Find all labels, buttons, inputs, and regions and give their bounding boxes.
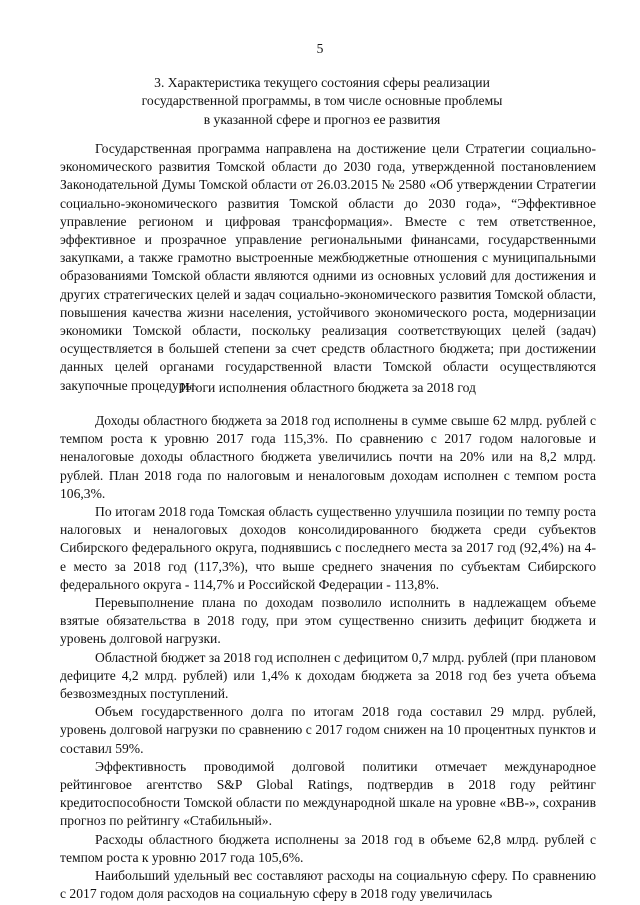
section-heading-line: 3. Характеристика текущего состояния сферы реализации	[154, 75, 490, 90]
budget-paragraph: Наибольший удельный вес составляют расходы на социальную сферу. По сравнению с 2017 годом доля расходов на социальную сферу в 2018 году увеличилась	[60, 868, 596, 902]
section-heading-line: в указанной сфере и прогноз ее развития	[203, 111, 441, 127]
budget-paragraph: По итогам 2018 года Томская область существенно улучшила позиции по темпу роста налоговых и неналоговых доходов консолидированного бюджета среди субъектов Сибирского федерального округа, поднявшись с последнего места за 2017 год (92,4%) на 4-е место за 2018 год (117,3%), что выше среднего значения по субъектам Сибирского федерального округа - 114,7% и Российской Федерации - 113,8%.	[60, 504, 596, 592]
budget-paragraph: Эффективность проводимой долговой политики отмечает международное рейтинговое агентство S&P Global Ratings, подтвердив в 2018 году рейтинг кредитоспособности Томской области по международной шкале на уровне «BB-», сохранив прогноз по рейтингу «Стабильный».	[60, 758, 596, 829]
budget-paragraphs	[60, 412, 596, 903]
section-heading-line: государственной программы, в том числе основные проблемы	[141, 93, 503, 109]
budget-paragraph: Областной бюджет за 2018 год исполнен с дефицитом 0,7 млрд. рублей (при плановом дефиците 4,2 млрд. рублей) или 1,4% к доходам бюджета за 2018 год без учета объема безвозмездных поступлений.	[60, 649, 596, 702]
section-heading	[72, 74, 572, 129]
budget-section-title: Итоги исполнения областного бюджета за 2018 год	[180, 380, 476, 395]
intro-block	[60, 140, 596, 395]
budget-paragraph: Расходы областного бюджета исполнены за 2018 год в объеме 62,8 млрд. рублей с темпом роста к уровню 2017 года 105,6%.	[60, 831, 596, 865]
budget-paragraph: Объем государственного долга по итогам 2018 года составил 29 млрд. рублей, уровень долговой нагрузки по сравнению с 2017 годом снижен на 10 процентных пунктов и составил 59%.	[60, 704, 596, 756]
budget-paragraph: Доходы областного бюджета за 2018 год исполнены в сумме свыше 62 млрд. рублей с темпом роста к уровню 2017 года 115,3%. По сравнению с 2017 годом налоговые и неналоговые доходы областного бюджета увеличились почти на 20% или на 8,2 млрд. рублей. План 2018 года по налоговым и неналоговым доходам исполнен с темпом роста 106,3%.	[60, 413, 596, 501]
budget-paragraph: Перевыполнение плана по доходам позволило исполнить в надлежащем объеме взятые обязательства в 2018 году, при этом существенно снизить дефицит бюджета и уровень долговой нагрузки.	[60, 595, 596, 647]
page-number: 5	[316, 41, 324, 56]
intro-paragraph: Государственная программа направлена на достижение цели Стратегии социально-экономического развития Томской области до 2030 года, утвержденной постановлением Законодательной Думы Томской области от 26.03.2015 № 2580 «Об утверждении Стратегии социально-экономического развития Томской области до 2030 года», “Эффективное управление регионом и цифровая трансформация». Вместе с тем ответственное, эффективное и прозрачное управление региональными финансами, государственными закупками, а также грамотно выстроенные межбюджетные отношения с муниципальными образованиями Томской области являются одними из основных условий для достижения и других стратегических целей и задач социально-экономического развития Томской области, повышения качества жизни населения, устойчивого экономического роста, модернизации экономики Томской области, поскольку реализация соответствующих целей (задач) осуществляется в большей степени за счет средств областного бюджета; при достижении данных целей органами государственной власти Томской области осуществляются закупочные процедуры.	[60, 141, 596, 393]
